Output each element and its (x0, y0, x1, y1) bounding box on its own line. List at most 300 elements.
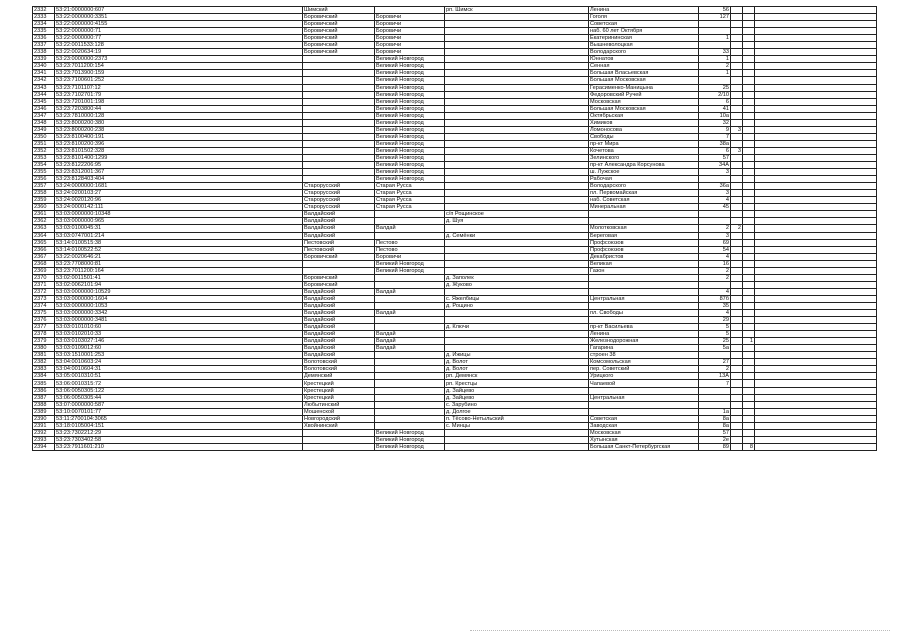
city-cell: Пестово (375, 246, 445, 253)
building-cell (731, 14, 743, 21)
locality-cell: д. Зайцево (445, 387, 589, 394)
table-row (33, 105, 877, 112)
house-cell: 29 (699, 317, 731, 324)
notes-cell (755, 359, 877, 366)
locality-cell (445, 105, 589, 112)
apartment-cell (743, 352, 755, 359)
table-row (33, 119, 877, 126)
notes-cell (755, 147, 877, 154)
register-rows (33, 7, 877, 451)
cadastral-number-cell: 53:22:0000000:3351 (55, 14, 303, 21)
row-number-cell: 2370 (33, 274, 55, 281)
notes-cell (755, 380, 877, 387)
city-cell (375, 401, 445, 408)
row-number-cell: 2364 (33, 232, 55, 239)
district-cell (303, 119, 375, 126)
apartment-cell (743, 98, 755, 105)
district-cell: Валдайский (303, 302, 375, 309)
locality-cell: с/п Рощинское (445, 211, 589, 218)
apartment-cell (743, 190, 755, 197)
table-row (33, 49, 877, 56)
cadastral-number-cell: 53:02:0011501:41 (55, 274, 303, 281)
district-cell (303, 91, 375, 98)
notes-cell (755, 211, 877, 218)
cadastral-number-cell: 53:03:0000000:3342 (55, 310, 303, 317)
district-cell: Валдайский (303, 288, 375, 295)
building-cell (731, 274, 743, 281)
district-cell: Шимский (303, 7, 375, 14)
cadastral-number-cell: 53:03:0000000:10348 (55, 211, 303, 218)
district-cell: Крестецкий (303, 394, 375, 401)
district-cell (303, 98, 375, 105)
apartment-cell (743, 77, 755, 84)
notes-cell (755, 28, 877, 35)
row-number-cell: 2335 (33, 28, 55, 35)
table-row (33, 401, 877, 408)
house-cell: 45 (699, 204, 731, 211)
city-cell (375, 232, 445, 239)
city-cell (375, 366, 445, 373)
apartment-cell (743, 84, 755, 91)
district-cell: Валдайский (303, 331, 375, 338)
house-cell: 1а (699, 408, 731, 415)
cadastral-number-cell: 53:23:7101107:12 (55, 84, 303, 91)
row-number-cell: 2389 (33, 408, 55, 415)
building-cell: 2 (731, 225, 743, 232)
house-cell: 25 (699, 338, 731, 345)
locality-cell (445, 338, 589, 345)
city-cell: Великий Новгород (375, 98, 445, 105)
locality-cell (445, 317, 589, 324)
notes-cell (755, 317, 877, 324)
locality-cell (445, 310, 589, 317)
house-cell: 2 (699, 366, 731, 373)
building-cell (731, 154, 743, 161)
district-cell (303, 176, 375, 183)
notes-cell (755, 443, 877, 450)
locality-cell (445, 154, 589, 161)
street-cell: строен 38 (589, 352, 699, 359)
district-cell: Старорусский (303, 183, 375, 190)
city-cell: Великий Новгород (375, 112, 445, 119)
building-cell (731, 204, 743, 211)
table-row (33, 190, 877, 197)
locality-cell: с. Яжелбицы (445, 295, 589, 302)
house-cell (699, 352, 731, 359)
notes-cell (755, 408, 877, 415)
district-cell: Валдайский (303, 345, 375, 352)
city-cell: Боровичи (375, 42, 445, 49)
row-number-cell: 2390 (33, 415, 55, 422)
cadastral-number-cell: 53:03:0000000:1053 (55, 302, 303, 309)
house-cell: 56 (699, 7, 731, 14)
table-row (33, 436, 877, 443)
cadastral-number-cell: 53:11:2700104:3065 (55, 415, 303, 422)
cadastral-number-cell: 53:10:0070101:77 (55, 408, 303, 415)
row-number-cell: 2343 (33, 84, 55, 91)
building-cell (731, 35, 743, 42)
street-cell (589, 218, 699, 225)
cadastral-number-cell: 53:23:0000000:2373 (55, 56, 303, 63)
row-number-cell: 2352 (33, 147, 55, 154)
street-cell: Вышневолоцкая (589, 42, 699, 49)
house-cell: 127 (699, 14, 731, 21)
city-cell: Великий Новгород (375, 140, 445, 147)
notes-cell (755, 338, 877, 345)
apartment-cell (743, 204, 755, 211)
house-cell: 57 (699, 154, 731, 161)
table-row (33, 373, 877, 380)
apartment-cell (743, 373, 755, 380)
district-cell: Валдайский (303, 211, 375, 218)
row-number-cell: 2378 (33, 331, 55, 338)
district-cell: Старорусский (303, 204, 375, 211)
district-cell (303, 133, 375, 140)
district-cell (303, 436, 375, 443)
row-number-cell: 2351 (33, 140, 55, 147)
notes-cell (755, 239, 877, 246)
row-number-cell: 2357 (33, 183, 55, 190)
apartment-cell (743, 274, 755, 281)
street-cell: Ломоносова (589, 126, 699, 133)
row-number-cell: 2373 (33, 295, 55, 302)
street-cell: пер. Советский (589, 366, 699, 373)
notes-cell (755, 197, 877, 204)
street-cell: пл. Свободы (589, 310, 699, 317)
street-cell: Московская (589, 98, 699, 105)
city-cell: Великий Новгород (375, 56, 445, 63)
apartment-cell (743, 162, 755, 169)
building-cell (731, 98, 743, 105)
row-number-cell: 2388 (33, 401, 55, 408)
district-cell: Волотовский (303, 359, 375, 366)
cadastral-number-cell: 53:03:0000000:3481 (55, 317, 303, 324)
row-number-cell: 2358 (33, 190, 55, 197)
house-cell (699, 387, 731, 394)
cadastral-number-cell: 53:23:7011200:154 (55, 63, 303, 70)
cadastral-number-cell: 53:23:8100200:396 (55, 140, 303, 147)
building-cell (731, 387, 743, 394)
district-cell: Пестовский (303, 239, 375, 246)
apartment-cell (743, 169, 755, 176)
street-cell: Химиков (589, 119, 699, 126)
city-cell: Валдай (375, 331, 445, 338)
cadastral-number-cell: 53:03:0000000:10529 (55, 288, 303, 295)
notes-cell (755, 218, 877, 225)
street-cell: Московская (589, 429, 699, 436)
cadastral-number-cell: 53:23:8000200:380 (55, 119, 303, 126)
row-number-cell: 2376 (33, 317, 55, 324)
district-cell (303, 56, 375, 63)
district-cell (303, 147, 375, 154)
row-number-cell: 2391 (33, 422, 55, 429)
house-cell: 1 (699, 35, 731, 42)
cadastral-number-cell: 53:23:7102701:79 (55, 91, 303, 98)
row-number-cell: 2346 (33, 105, 55, 112)
notes-cell (755, 70, 877, 77)
apartment-cell (743, 415, 755, 422)
street-cell: Профсоюзов (589, 246, 699, 253)
table-row (33, 246, 877, 253)
city-cell (375, 408, 445, 415)
house-cell: 4 (699, 197, 731, 204)
street-cell: Газон (589, 267, 699, 274)
building-cell (731, 310, 743, 317)
district-cell (303, 443, 375, 450)
cadastral-number-cell: 53:22:0000000:4155 (55, 21, 303, 28)
street-cell (589, 317, 699, 324)
cadastral-number-cell: 53:23:8101400:1299 (55, 154, 303, 161)
row-number-cell: 2345 (33, 98, 55, 105)
district-cell (303, 63, 375, 70)
apartment-cell (743, 7, 755, 14)
notes-cell (755, 295, 877, 302)
table-row (33, 429, 877, 436)
row-number-cell: 2372 (33, 288, 55, 295)
building-cell (731, 176, 743, 183)
city-cell: Великий Новгород (375, 436, 445, 443)
building-cell (731, 422, 743, 429)
notes-cell (755, 49, 877, 56)
apartment-cell (743, 401, 755, 408)
table-row (33, 63, 877, 70)
row-number-cell: 2334 (33, 21, 55, 28)
notes-cell (755, 7, 877, 14)
table-row (33, 197, 877, 204)
district-cell: Старорусский (303, 190, 375, 197)
building-cell: 3 (731, 126, 743, 133)
locality-cell: п. Тёсово-Нетыльский (445, 415, 589, 422)
apartment-cell (743, 246, 755, 253)
row-number-cell: 2348 (33, 119, 55, 126)
notes-cell (755, 98, 877, 105)
district-cell: Боровичский (303, 281, 375, 288)
street-cell: Екатерининская (589, 35, 699, 42)
cadastral-number-cell: 53:04:0010603:24 (55, 359, 303, 366)
apartment-cell (743, 14, 755, 21)
row-number-cell: 2347 (33, 112, 55, 119)
table-row (33, 260, 877, 267)
apartment-cell (743, 42, 755, 49)
row-number-cell: 2340 (33, 63, 55, 70)
row-number-cell: 2354 (33, 162, 55, 169)
building-cell (731, 197, 743, 204)
notes-cell (755, 232, 877, 239)
table-row (33, 380, 877, 387)
cadastral-number-cell: 53:24:0000142:111 (55, 204, 303, 211)
district-cell (303, 126, 375, 133)
house-cell: 38а (699, 140, 731, 147)
city-cell: Великий Новгород (375, 176, 445, 183)
city-cell (375, 422, 445, 429)
district-cell: Демянский (303, 373, 375, 380)
street-cell: Юннатов (589, 56, 699, 63)
cadastral-number-cell: 53:03:0102010:33 (55, 331, 303, 338)
apartment-cell (743, 253, 755, 260)
street-cell: пр-кт Васильева (589, 324, 699, 331)
register-sheet (32, 6, 876, 451)
cadastral-number-cell: 53:05:0010310:51 (55, 373, 303, 380)
locality-cell: д. Заполек (445, 274, 589, 281)
notes-cell (755, 21, 877, 28)
street-cell: ш. Лужское (589, 169, 699, 176)
table-row (33, 345, 877, 352)
district-cell: Валдайский (303, 225, 375, 232)
apartment-cell (743, 176, 755, 183)
street-cell: Чапаевой (589, 380, 699, 387)
notes-cell (755, 35, 877, 42)
city-cell (375, 394, 445, 401)
notes-cell (755, 394, 877, 401)
house-cell (699, 77, 731, 84)
street-cell: Большая Московская (589, 105, 699, 112)
row-number-cell: 2385 (33, 380, 55, 387)
locality-cell (445, 331, 589, 338)
apartment-cell (743, 225, 755, 232)
locality-cell: д. Волот (445, 359, 589, 366)
street-cell: Володарского (589, 49, 699, 56)
apartment-cell (743, 281, 755, 288)
apartment-cell (743, 267, 755, 274)
locality-cell (445, 126, 589, 133)
city-cell (375, 380, 445, 387)
building-cell (731, 317, 743, 324)
notes-cell (755, 42, 877, 49)
street-cell: Заводская (589, 422, 699, 429)
building-cell (731, 394, 743, 401)
row-number-cell: 2363 (33, 225, 55, 232)
building-cell (731, 169, 743, 176)
building-cell (731, 7, 743, 14)
apartment-cell (743, 317, 755, 324)
table-row (33, 133, 877, 140)
building-cell (731, 119, 743, 126)
house-cell: 5а (699, 345, 731, 352)
apartment-cell (743, 302, 755, 309)
notes-cell (755, 162, 877, 169)
street-cell: Комсомольская (589, 359, 699, 366)
row-number-cell: 2377 (33, 324, 55, 331)
locality-cell: д. Волот (445, 366, 589, 373)
notes-cell (755, 324, 877, 331)
apartment-cell (743, 126, 755, 133)
district-cell: Мошенской (303, 408, 375, 415)
page-footer-rule (470, 630, 890, 634)
row-number-cell: 2365 (33, 239, 55, 246)
row-number-cell: 2386 (33, 387, 55, 394)
street-cell: пр-кт Александра Корсунова (589, 162, 699, 169)
table-row (33, 331, 877, 338)
house-cell: 5 (699, 331, 731, 338)
district-cell: Боровичский (303, 253, 375, 260)
street-cell (589, 211, 699, 218)
street-cell (589, 302, 699, 309)
building-cell (731, 49, 743, 56)
cadastral-number-cell: 53:22:0000000:77 (55, 35, 303, 42)
locality-cell (445, 56, 589, 63)
building-cell (731, 84, 743, 91)
notes-cell (755, 126, 877, 133)
apartment-cell (743, 105, 755, 112)
notes-cell (755, 77, 877, 84)
apartment-cell (743, 232, 755, 239)
locality-cell (445, 429, 589, 436)
table-row (33, 288, 877, 295)
city-cell: Великий Новгород (375, 169, 445, 176)
row-number-cell: 2355 (33, 169, 55, 176)
row-number-cell: 2369 (33, 267, 55, 274)
locality-cell: д. Ключи (445, 324, 589, 331)
locality-cell: с. Минцы (445, 422, 589, 429)
table-row (33, 232, 877, 239)
row-number-cell: 2382 (33, 359, 55, 366)
building-cell (731, 295, 743, 302)
locality-cell (445, 70, 589, 77)
cadastral-number-cell: 53:23:8128403:404 (55, 176, 303, 183)
city-cell: Валдай (375, 225, 445, 232)
locality-cell (445, 225, 589, 232)
street-cell: Профсоюзов (589, 239, 699, 246)
building-cell (731, 28, 743, 35)
notes-cell (755, 169, 877, 176)
building-cell (731, 373, 743, 380)
building-cell (731, 345, 743, 352)
notes-cell (755, 310, 877, 317)
apartment-cell (743, 380, 755, 387)
house-cell: 1 (699, 70, 731, 77)
street-cell: Володарского (589, 183, 699, 190)
row-number-cell: 2339 (33, 56, 55, 63)
building-cell (731, 239, 743, 246)
notes-cell (755, 204, 877, 211)
table-row (33, 274, 877, 281)
table-row (33, 28, 877, 35)
building-cell (731, 105, 743, 112)
district-cell (303, 140, 375, 147)
city-cell (375, 274, 445, 281)
locality-cell (445, 21, 589, 28)
notes-cell (755, 274, 877, 281)
cadastral-number-cell: 53:23:8101502:328 (55, 147, 303, 154)
table-row (33, 70, 877, 77)
locality-cell: д. Зайцево (445, 394, 589, 401)
cadastral-number-cell: 53:03:0100045:31 (55, 225, 303, 232)
apartment-cell (743, 429, 755, 436)
house-cell: 2е (699, 436, 731, 443)
district-cell: Старорусский (303, 197, 375, 204)
building-cell (731, 429, 743, 436)
notes-cell (755, 429, 877, 436)
cadastral-number-cell: 53:23:7911601:210 (55, 443, 303, 450)
table-row (33, 77, 877, 84)
table-row (33, 147, 877, 154)
locality-cell (445, 91, 589, 98)
apartment-cell (743, 295, 755, 302)
city-cell: Боровичи (375, 49, 445, 56)
building-cell (731, 77, 743, 84)
building-cell (731, 436, 743, 443)
locality-cell (445, 169, 589, 176)
cadastral-number-cell: 53:03:0101010:60 (55, 324, 303, 331)
apartment-cell (743, 28, 755, 35)
row-number-cell: 2362 (33, 218, 55, 225)
street-cell (589, 274, 699, 281)
house-cell: 69 (699, 239, 731, 246)
street-cell: Великая (589, 260, 699, 267)
building-cell (731, 246, 743, 253)
house-cell: 32 (699, 119, 731, 126)
city-cell: Валдай (375, 345, 445, 352)
